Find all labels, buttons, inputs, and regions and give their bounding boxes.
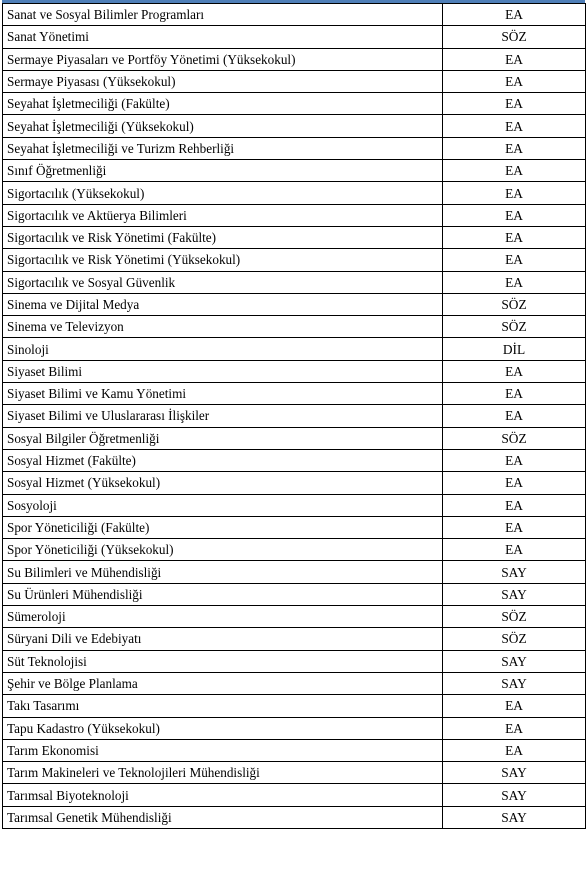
score-type-cell: EA	[443, 271, 586, 293]
program-name-cell: Su Ürünleri Mühendisliği	[3, 583, 443, 605]
program-name-cell: Tarımsal Biyoteknoloji	[3, 784, 443, 806]
score-type-cell: EA	[443, 160, 586, 182]
program-name-cell: Tarım Ekonomisi	[3, 739, 443, 761]
score-type-cell: EA	[443, 70, 586, 92]
table-row	[3, 784, 586, 806]
program-name-cell: Sosyal Hizmet (Fakülte)	[3, 449, 443, 471]
score-type-cell: SÖZ	[443, 316, 586, 338]
score-type-cell: SÖZ	[443, 427, 586, 449]
score-type-cell: EA	[443, 204, 586, 226]
score-type-cell: EA	[443, 516, 586, 538]
table-row	[3, 672, 586, 694]
table-row	[3, 494, 586, 516]
table-row	[3, 48, 586, 70]
score-type-cell: SÖZ	[443, 293, 586, 315]
table-row	[3, 338, 586, 360]
program-name-cell: Sigortacılık ve Aktüerya Bilimleri	[3, 204, 443, 226]
score-type-cell: EA	[443, 226, 586, 248]
table-row	[3, 70, 586, 92]
score-type-cell: EA	[443, 115, 586, 137]
table-row	[3, 115, 586, 137]
program-name-cell: Siyaset Bilimi ve Uluslararası İlişkiler	[3, 405, 443, 427]
score-type-cell: SÖZ	[443, 606, 586, 628]
table-row	[3, 606, 586, 628]
program-table-body	[3, 4, 586, 829]
score-type-cell: EA	[443, 182, 586, 204]
score-type-cell: SAY	[443, 650, 586, 672]
program-name-cell: Tapu Kadastro (Yüksekokul)	[3, 717, 443, 739]
program-name-cell: Sanat ve Sosyal Bilimler Programları	[3, 4, 443, 26]
table-row	[3, 628, 586, 650]
score-type-cell: EA	[443, 93, 586, 115]
table-row	[3, 583, 586, 605]
score-type-cell: EA	[443, 494, 586, 516]
program-name-cell: Sümeroloji	[3, 606, 443, 628]
program-name-cell: Sermaye Piyasası (Yüksekokul)	[3, 70, 443, 92]
table-row	[3, 806, 586, 828]
table-row	[3, 650, 586, 672]
table-row	[3, 472, 586, 494]
program-name-cell: Takı Tasarımı	[3, 695, 443, 717]
score-type-cell: EA	[443, 137, 586, 159]
program-name-cell: Spor Yöneticiliği (Yüksekokul)	[3, 539, 443, 561]
program-name-cell: Sinoloji	[3, 338, 443, 360]
table-row	[3, 762, 586, 784]
score-type-cell: EA	[443, 4, 586, 26]
program-name-cell: Sigortacılık ve Risk Yönetimi (Yüksekokul)	[3, 249, 443, 271]
score-type-cell: EA	[443, 383, 586, 405]
program-name-cell: Sosyoloji	[3, 494, 443, 516]
program-name-cell: Sosyal Hizmet (Yüksekokul)	[3, 472, 443, 494]
table-row	[3, 26, 586, 48]
score-type-cell: EA	[443, 739, 586, 761]
program-name-cell: Siyaset Bilimi	[3, 360, 443, 382]
program-name-cell: Siyaset Bilimi ve Kamu Yönetimi	[3, 383, 443, 405]
program-name-cell: Süt Teknolojisi	[3, 650, 443, 672]
table-row	[3, 4, 586, 26]
score-type-cell: EA	[443, 717, 586, 739]
program-name-cell: Spor Yöneticiliği (Fakülte)	[3, 516, 443, 538]
table-row	[3, 405, 586, 427]
score-type-cell: SAY	[443, 583, 586, 605]
program-name-cell: Şehir ve Bölge Planlama	[3, 672, 443, 694]
score-type-cell: SAY	[443, 784, 586, 806]
score-type-cell: EA	[443, 405, 586, 427]
program-table	[2, 3, 586, 829]
table-row	[3, 249, 586, 271]
score-type-cell: EA	[443, 449, 586, 471]
score-type-cell: EA	[443, 360, 586, 382]
table-row	[3, 226, 586, 248]
table-row	[3, 427, 586, 449]
score-type-cell: SÖZ	[443, 628, 586, 650]
program-name-cell: Sermaye Piyasaları ve Portföy Yönetimi (Yüksekokul)	[3, 48, 443, 70]
program-name-cell: Sigortacılık (Yüksekokul)	[3, 182, 443, 204]
table-row	[3, 316, 586, 338]
program-name-cell: Sigortacılık ve Risk Yönetimi (Fakülte)	[3, 226, 443, 248]
table-row	[3, 160, 586, 182]
table-row	[3, 449, 586, 471]
program-name-cell: Sosyal Bilgiler Öğretmenliği	[3, 427, 443, 449]
score-type-cell: DİL	[443, 338, 586, 360]
program-name-cell: Tarım Makineleri ve Teknolojileri Mühendisliği	[3, 762, 443, 784]
program-name-cell: Süryani Dili ve Edebiyatı	[3, 628, 443, 650]
table-row	[3, 695, 586, 717]
table-row	[3, 204, 586, 226]
table-row	[3, 93, 586, 115]
score-type-cell: EA	[443, 472, 586, 494]
program-name-cell: Seyahat İşletmeciliği (Fakülte)	[3, 93, 443, 115]
program-name-cell: Seyahat İşletmeciliği ve Turizm Rehberliği	[3, 137, 443, 159]
table-row	[3, 561, 586, 583]
program-name-cell: Tarımsal Genetik Mühendisliği	[3, 806, 443, 828]
table-row	[3, 271, 586, 293]
score-type-cell: SAY	[443, 762, 586, 784]
program-name-cell: Su Bilimleri ve Mühendisliği	[3, 561, 443, 583]
table-row	[3, 516, 586, 538]
score-type-cell: EA	[443, 539, 586, 561]
table-row	[3, 182, 586, 204]
program-name-cell: Sigortacılık ve Sosyal Güvenlik	[3, 271, 443, 293]
program-name-cell: Seyahat İşletmeciliği (Yüksekokul)	[3, 115, 443, 137]
score-type-cell: SÖZ	[443, 26, 586, 48]
table-row	[3, 360, 586, 382]
score-type-cell: EA	[443, 695, 586, 717]
program-name-cell: Sanat Yönetimi	[3, 26, 443, 48]
program-name-cell: Sinema ve Televizyon	[3, 316, 443, 338]
program-name-cell: Sınıf Öğretmenliği	[3, 160, 443, 182]
table-row	[3, 383, 586, 405]
table-row	[3, 137, 586, 159]
score-type-cell: EA	[443, 249, 586, 271]
program-name-cell: Sinema ve Dijital Medya	[3, 293, 443, 315]
score-type-cell: EA	[443, 48, 586, 70]
score-type-cell: SAY	[443, 806, 586, 828]
table-row	[3, 293, 586, 315]
table-row	[3, 739, 586, 761]
table-row	[3, 539, 586, 561]
score-type-cell: SAY	[443, 672, 586, 694]
table-row	[3, 717, 586, 739]
score-type-cell: SAY	[443, 561, 586, 583]
